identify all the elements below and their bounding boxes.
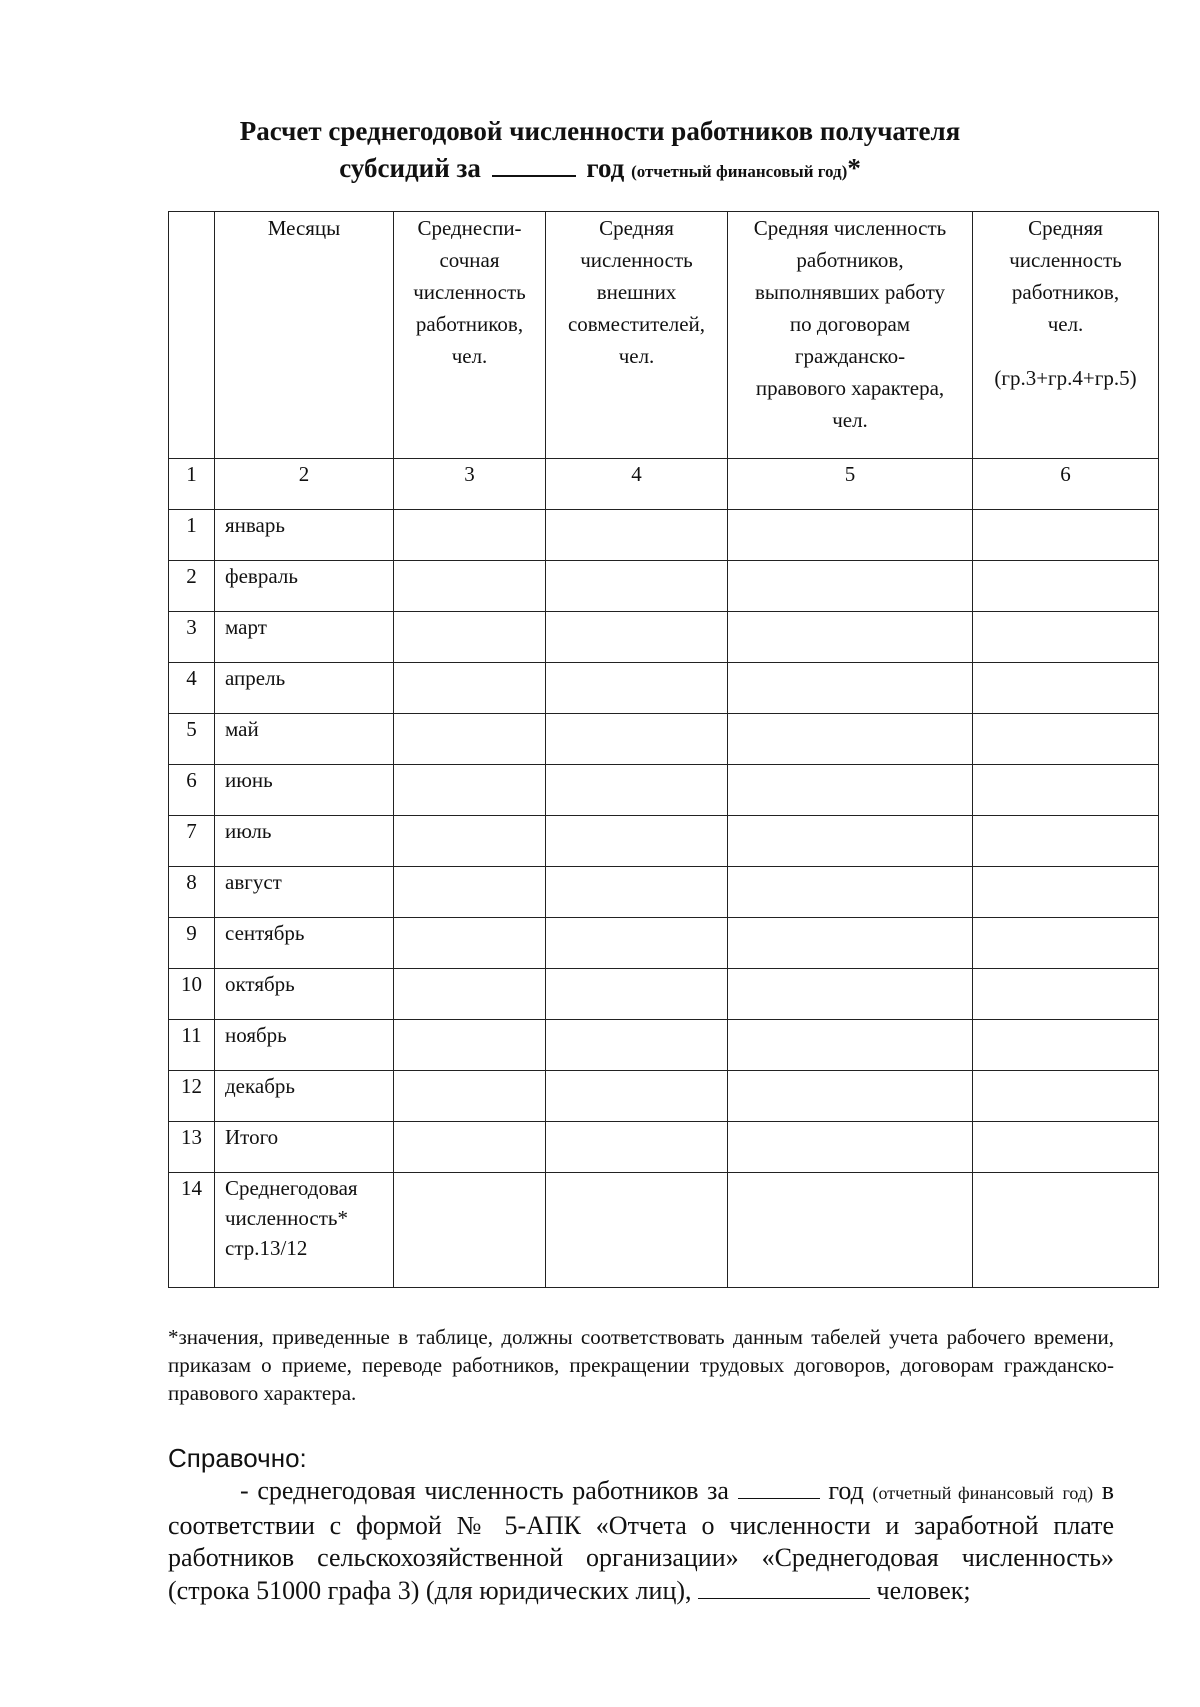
value-cell-col6[interactable]: [973, 1020, 1159, 1071]
value-cell-col4[interactable]: [546, 561, 728, 612]
row-number: 11: [169, 1020, 215, 1071]
value-cell-col4[interactable]: [546, 1020, 728, 1071]
value-cell-col5[interactable]: [728, 867, 973, 918]
row-number: 7: [169, 816, 215, 867]
header-cell-num: [169, 212, 215, 459]
value-cell-col4[interactable]: [546, 816, 728, 867]
value-cell-col6[interactable]: [973, 765, 1159, 816]
reference-year-blank[interactable]: [738, 1476, 820, 1499]
col-number: 3: [394, 459, 546, 510]
header-row: [169, 212, 1159, 459]
reference-year-word: год: [828, 1476, 864, 1505]
value-cell-col5[interactable]: [728, 1071, 973, 1122]
value-cell-col4[interactable]: [546, 510, 728, 561]
value-cell-col5[interactable]: [728, 714, 973, 765]
value-cell-col6[interactable]: [973, 612, 1159, 663]
value-cell-col5[interactable]: [728, 816, 973, 867]
value-cell-col6[interactable]: [973, 510, 1159, 561]
reference-paragraph: [168, 1475, 1114, 1607]
title-year-word: год: [586, 153, 625, 183]
row-label: июнь: [215, 765, 394, 816]
row-label: май: [215, 714, 394, 765]
value-cell-col3[interactable]: [394, 663, 546, 714]
value-cell-col3[interactable]: [394, 714, 546, 765]
value-cell-col4[interactable]: [546, 663, 728, 714]
row-label: декабрь: [215, 1071, 394, 1122]
row-label: июль: [215, 816, 394, 867]
value-cell-col5[interactable]: [728, 561, 973, 612]
row-label: август: [215, 867, 394, 918]
value-cell-col6[interactable]: [973, 918, 1159, 969]
value-cell-col3[interactable]: [394, 969, 546, 1020]
value-cell-col4[interactable]: [546, 1071, 728, 1122]
value-cell-col4[interactable]: [546, 1122, 728, 1173]
value-cell-col6[interactable]: [973, 663, 1159, 714]
value-cell-col3[interactable]: [394, 918, 546, 969]
title-prefix: субсидий за: [339, 153, 481, 183]
value-cell-col3[interactable]: [394, 1122, 546, 1173]
table-row: [169, 816, 1159, 867]
row-label: январь: [215, 510, 394, 561]
value-cell-col3[interactable]: [394, 561, 546, 612]
table-footnote: *значения, приведенные в таблице, должны соответствовать данным табелей учета рабочего времени, приказам о приеме, переводе работников, прекращении трудовых договоров, договорам гражданско-правового характера.: [168, 1325, 1114, 1405]
value-cell-col5[interactable]: [728, 765, 973, 816]
row-number: 5: [169, 714, 215, 765]
row-number: 9: [169, 918, 215, 969]
table-row: [169, 867, 1159, 918]
row-label: февраль: [215, 561, 394, 612]
table-row: [169, 918, 1159, 969]
row-number: 2: [169, 561, 215, 612]
header-cell-months: Месяцы: [215, 212, 394, 459]
value-cell-col6[interactable]: [973, 1173, 1159, 1288]
row-label: октябрь: [215, 969, 394, 1020]
reference-text-c: человек;: [876, 1575, 971, 1605]
value-cell-col5[interactable]: [728, 663, 973, 714]
value-cell-col4[interactable]: [546, 969, 728, 1020]
table-row: [169, 969, 1159, 1020]
row-number: 10: [169, 969, 215, 1020]
value-cell-col4[interactable]: [546, 612, 728, 663]
month-rows: [169, 510, 1159, 1288]
headcount-table: [168, 211, 1159, 1288]
value-cell-col4[interactable]: [546, 714, 728, 765]
value-cell-col4[interactable]: [546, 867, 728, 918]
value-cell-col4[interactable]: [546, 918, 728, 969]
value-cell-col6[interactable]: [973, 1122, 1159, 1173]
value-cell-col5[interactable]: [728, 969, 973, 1020]
reference-count-blank[interactable]: [698, 1576, 870, 1599]
col-number: 4: [546, 459, 728, 510]
value-cell-col3[interactable]: [394, 765, 546, 816]
reference-note-1: (отчетный финансовый: [872, 1483, 1054, 1503]
table-row: [169, 1020, 1159, 1071]
table-row: [169, 612, 1159, 663]
table-row: [169, 561, 1159, 612]
value-cell-col5[interactable]: [728, 1173, 973, 1288]
row-label-line: стр.13/12: [225, 1236, 308, 1260]
value-cell-col3[interactable]: [394, 1020, 546, 1071]
table-row: [169, 510, 1159, 561]
col-number: 1: [169, 459, 215, 510]
row-number: 6: [169, 765, 215, 816]
year-blank-field[interactable]: [492, 151, 576, 177]
value-cell-col5[interactable]: [728, 1122, 973, 1173]
value-cell-col6[interactable]: [973, 867, 1159, 918]
value-cell-col6[interactable]: [973, 561, 1159, 612]
table-row: [169, 765, 1159, 816]
row-label-line: Среднегодовая: [225, 1176, 358, 1200]
header-cell-total-avg: Средняя численность работников, чел. (гр.3+гр.4+гр.5): [973, 212, 1159, 459]
value-cell-col6[interactable]: [973, 714, 1159, 765]
row-label-line: численность*: [225, 1206, 348, 1230]
row-label: [215, 1173, 394, 1288]
value-cell-col3[interactable]: [394, 1071, 546, 1122]
row-label: март: [215, 612, 394, 663]
value-cell-col3[interactable]: [394, 1173, 546, 1288]
header-cell-part-time: Средняя численность внешних совместителей, чел.: [546, 212, 728, 459]
row-label: апрель: [215, 663, 394, 714]
header-cell-avg-list: Среднеспи- сочная численность работников, чел.: [394, 212, 546, 459]
row-number: 4: [169, 663, 215, 714]
table-row: [169, 1071, 1159, 1122]
value-cell-col6[interactable]: [973, 816, 1159, 867]
table-row: [169, 663, 1159, 714]
row-number: 14: [169, 1173, 215, 1288]
value-cell-col3[interactable]: [394, 510, 546, 561]
row-label: сентябрь: [215, 918, 394, 969]
header-cell-civil-contract: Средняя численность работников, выполнявших работу по договорам гражданско- правового характера, чел.: [728, 212, 973, 459]
value-cell-col4[interactable]: [546, 1173, 728, 1288]
row-number: 8: [169, 867, 215, 918]
form-title-line2: [0, 150, 1200, 190]
title-asterisk: *: [847, 153, 861, 183]
value-cell-col5[interactable]: [728, 918, 973, 969]
value-cell-col6[interactable]: [973, 969, 1159, 1020]
col-number: 6: [973, 459, 1159, 510]
row-label: ноябрь: [215, 1020, 394, 1071]
value-cell-col5[interactable]: [728, 510, 973, 561]
row-label: Итого: [215, 1122, 394, 1173]
row-number: 1: [169, 510, 215, 561]
reference-note-2: год): [1062, 1483, 1094, 1503]
value-cell-col5[interactable]: [728, 1020, 973, 1071]
reference-title: Справочно:: [168, 1443, 307, 1473]
row-number: 13: [169, 1122, 215, 1173]
title-year-note: (отчетный финансовый год): [631, 162, 848, 181]
reference-text-b: в соответствии с формой № 5-АПК «Отчета о численности и заработной плате работников сельскохозяйственной организации» «Среднегодовая численность» (строка 51000 графа 3) (для юридических лиц),: [168, 1476, 1115, 1605]
value-cell-col3[interactable]: [394, 816, 546, 867]
value-cell-col3[interactable]: [394, 867, 546, 918]
row-number: 12: [169, 1071, 215, 1122]
value-cell-col5[interactable]: [728, 612, 973, 663]
row-number: 3: [169, 612, 215, 663]
table-row: [169, 714, 1159, 765]
table-row: [169, 1173, 1159, 1288]
table-row: [169, 1122, 1159, 1173]
column-numbers-row: [169, 459, 1159, 510]
value-cell-col4[interactable]: [546, 765, 728, 816]
col-number: 2: [215, 459, 394, 510]
value-cell-col3[interactable]: [394, 612, 546, 663]
form-title-line1: Расчет среднегодовой численности работников получателя: [239, 116, 961, 146]
col-number: 5: [728, 459, 973, 510]
value-cell-col6[interactable]: [973, 1071, 1159, 1122]
reference-text-a: - среднегодовая численность работников за: [240, 1476, 729, 1505]
